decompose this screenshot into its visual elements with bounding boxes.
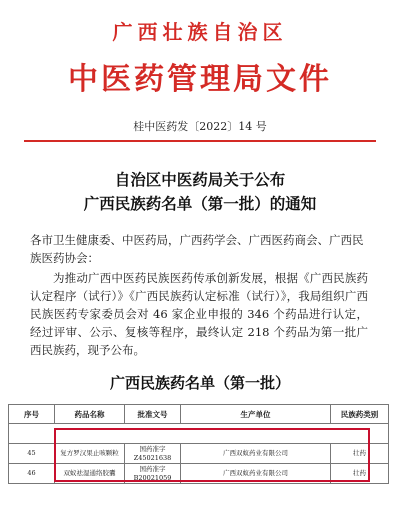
addressee: 各市卫生健康委、中医药局，广西药学会、广西医药商会、广西民族医药协会：	[30, 233, 364, 265]
issuer-line: 广西壮族自治区	[112, 20, 288, 44]
cell-approval-number: 国药准字 Z45021638	[125, 444, 181, 464]
header-cell-manufacturer: 生产单位	[181, 405, 331, 424]
table-spacer	[9, 424, 389, 444]
cell-drug-name: 双蚁祛湿通络胶囊	[55, 464, 125, 484]
cell-category: 壮药	[331, 464, 389, 484]
drug-list-table	[8, 404, 389, 484]
cell-number: 46	[9, 464, 55, 484]
header-cell-category: 民族药类别	[331, 405, 389, 424]
cell-number: 45	[9, 444, 55, 464]
header-cell-drug-name: 药品名称	[55, 405, 125, 424]
cell-drug-name: 复方罗汉果止咳颗粒	[55, 444, 125, 464]
list-title: 广西民族药名单（第一批）	[109, 374, 290, 392]
cell-category: 壮药	[331, 444, 389, 464]
document-header: 中医药管理局文件	[68, 62, 332, 97]
header-cell-number: 序号	[9, 405, 55, 424]
header-cell-approval-number: 批准文号	[125, 405, 181, 424]
cell-manufacturer: 广西双蚁药业有限公司	[181, 444, 331, 464]
body-paragraph: 为推动广西中医药民族医药传承创新发展，根据《广西民族药认定程序（试行）》《广西民族药认定标准（试行）》，我局组织广西民族医药专家委员会对 46 家企业申报的 346 个药品进行认定，经过评审、公示、复核等程序，最终认定 218 个药品为第一批广西民族药，现予公布。	[30, 271, 368, 357]
table-row	[9, 444, 389, 464]
notice-title-line2: 广西民族药名单（第一批）的通知	[83, 194, 317, 213]
table-row	[9, 464, 389, 484]
cell-manufacturer: 广西双蚁药业有限公司	[181, 464, 331, 484]
notice-title-line1: 自治区中医药局关于公布	[114, 170, 286, 189]
red-divider	[24, 140, 376, 142]
document-number: 桂中医药发〔2022〕14 号	[133, 120, 267, 133]
table-header-row	[9, 405, 389, 424]
cell-approval-number: 国药准字 B20021059	[125, 464, 181, 484]
